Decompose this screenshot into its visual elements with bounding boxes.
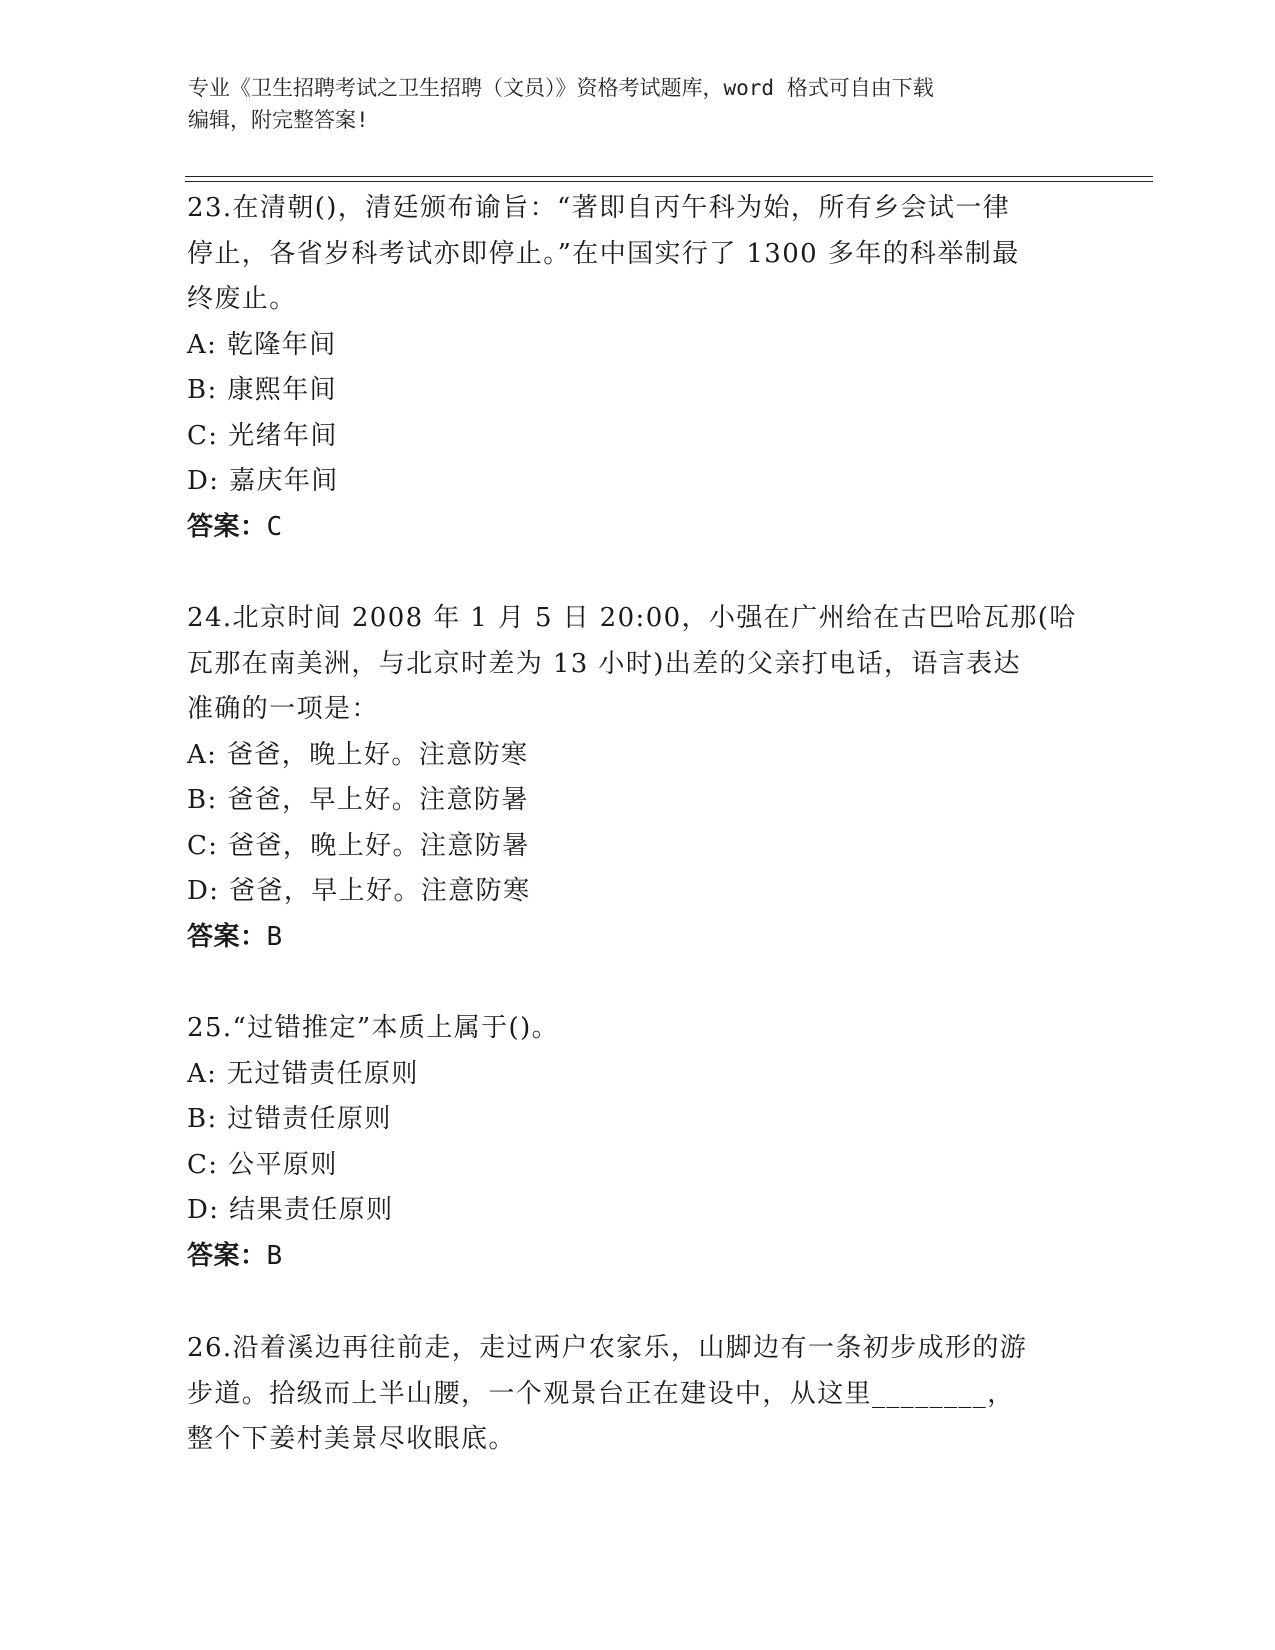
answer-label: 答案： [187, 511, 267, 542]
question-25 [187, 1006, 1087, 1279]
answer-line [187, 505, 1087, 551]
answer-value: C [266, 511, 283, 542]
header-divider-top [185, 176, 1153, 177]
option-b: B: 康熙年间 [187, 375, 337, 405]
question-stem-line: 25.“过错推定”本质上属于()。 [187, 1013, 560, 1043]
answer-label: 答案： [187, 921, 267, 952]
question-stem-line: 23.在清朝()，清廷颁布谕旨：“著即自丙午科为始，所有乡会试一律 [187, 193, 1011, 223]
question-stem-line: 准确的一项是： [187, 694, 379, 724]
option-c: C: 公平原则 [187, 1149, 338, 1180]
header-line-1: 专业《卫生招聘考试之卫生招聘（文员）》资格考试题库，word 格式可自由下载 [188, 76, 934, 100]
option-b: B: 过错责任原则 [187, 1104, 392, 1134]
option-c: C: 光绪年间 [187, 420, 338, 451]
option-d: D: 爸爸，早上好。注意防寒 [187, 876, 531, 906]
question-stem-line: 瓦那在南美洲，与北京时差为 13 小时)出差的父亲打电话，语言表达 [187, 648, 1021, 679]
answer-line [187, 1234, 1087, 1280]
question-stem-line: 停止，各省岁科考试亦即停止。”在中国实行了 1300 多年的科举制最 [187, 238, 1020, 269]
answer-value: B [266, 1240, 283, 1271]
option-d: D: 结果责任原则 [187, 1195, 394, 1225]
answer-value: B [266, 921, 283, 952]
question-stem-line: 26.沿着溪边再往前走，走过两户农家乐，山脚边有一条初步成形的游 [187, 1333, 1028, 1363]
question-stem-line: 24.北京时间 2008 年 1 月 5 日 20:00，小强在广州给在古巴哈瓦那(哈 [187, 603, 1077, 633]
question-24 [187, 596, 1087, 960]
question-stem-line: 终废止。 [187, 284, 297, 314]
question-stem-line: 步道。拾级而上半山腰，一个观景台正在建设中，从这里________， [187, 1378, 1015, 1409]
question-23 [187, 186, 1087, 550]
document-header [188, 72, 1068, 136]
header-divider-bottom [185, 181, 1153, 182]
option-a: A: 乾隆年间 [187, 329, 337, 360]
header-line-2: 编辑，附完整答案! [188, 108, 369, 132]
option-d: D: 嘉庆年间 [187, 466, 339, 496]
answer-label: 答案： [187, 1240, 267, 1271]
option-a: A: 爸爸，晚上好。注意防寒 [187, 739, 529, 770]
option-b: B: 爸爸，早上好。注意防暑 [187, 785, 529, 815]
option-a: A: 无过错责任原则 [187, 1058, 419, 1089]
question-26 [187, 1326, 1087, 1463]
answer-line [187, 915, 1087, 961]
question-stem-line: 整个下姜村美景尽收眼底。 [187, 1424, 516, 1454]
option-c: C: 爸爸，晚上好。注意防暑 [187, 830, 530, 861]
